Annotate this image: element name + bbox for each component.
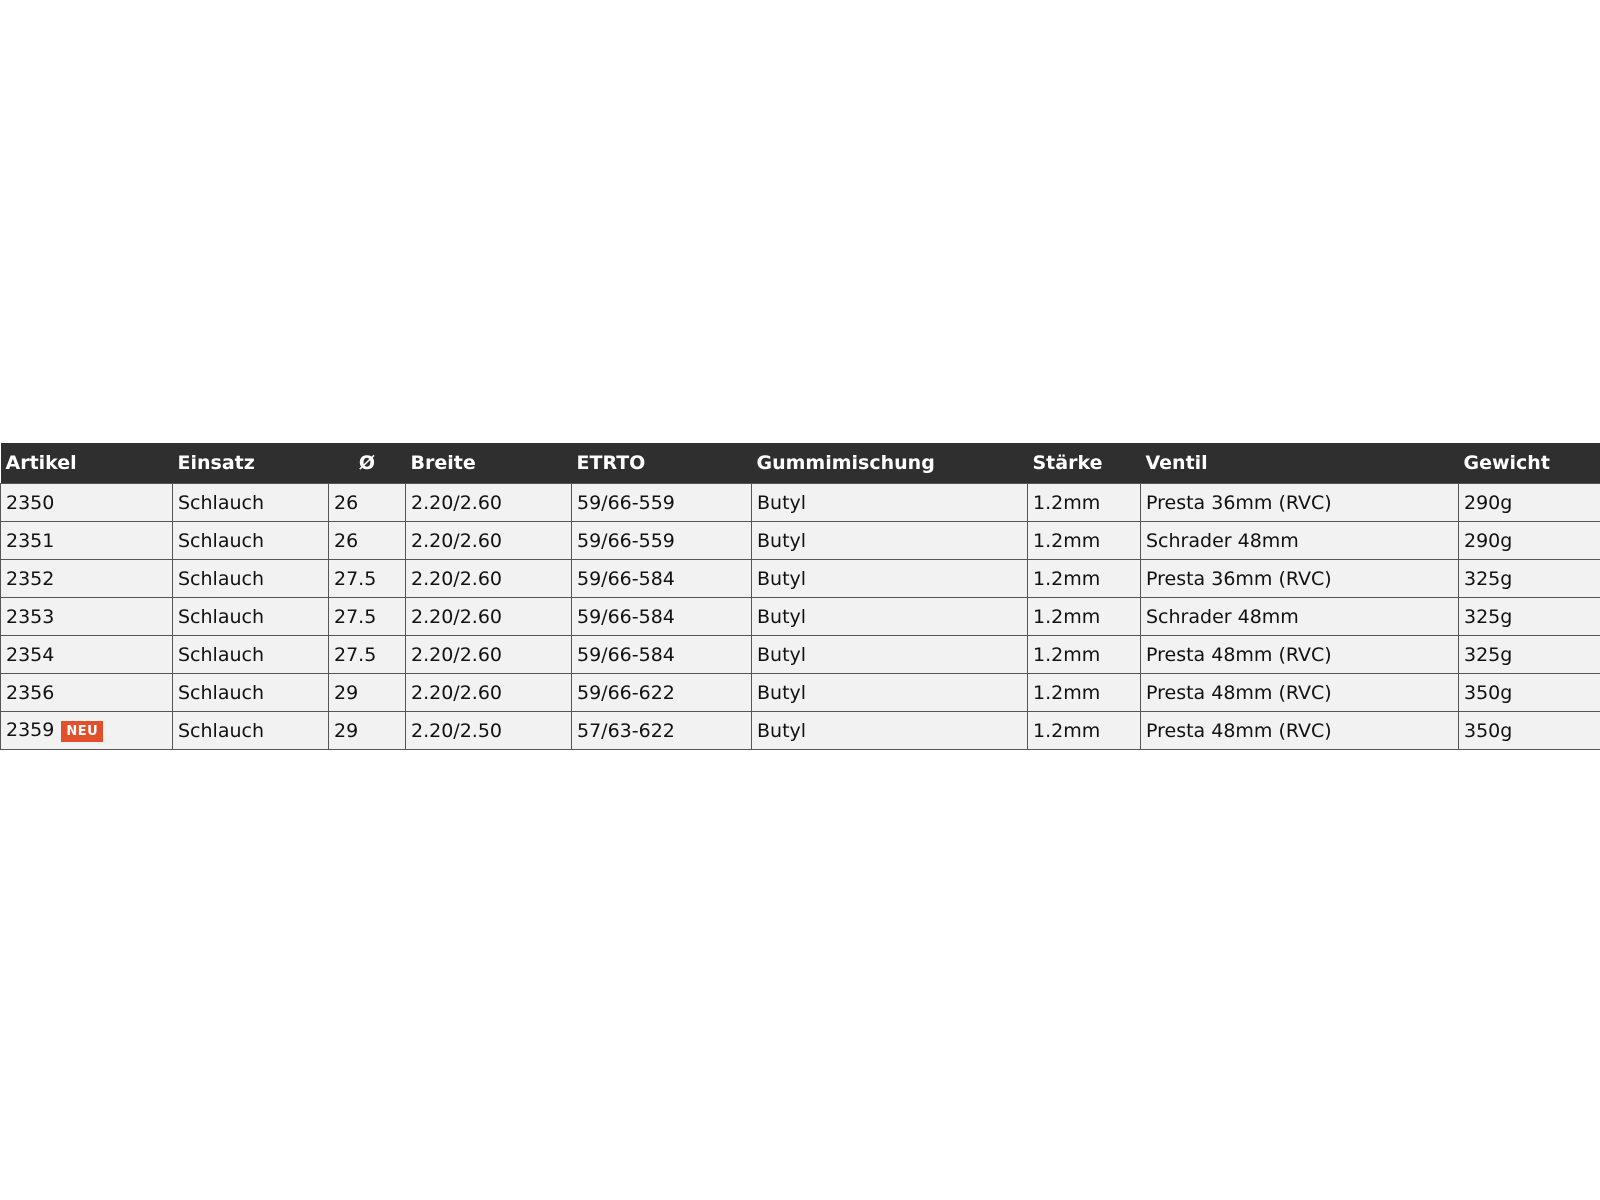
table-row: [1, 522, 1600, 560]
einsatz-value: Schlauch: [178, 719, 265, 742]
cell-breite: [406, 674, 572, 712]
header-row: [1, 443, 1600, 484]
cell-gewicht: [1459, 636, 1600, 674]
gummimischung-value: Butyl: [757, 719, 807, 742]
cell-gewicht: [1459, 712, 1600, 750]
cell-artikel: [1, 674, 173, 712]
cell-staerke: [1028, 484, 1141, 522]
ventil-value: Schrader 48mm: [1146, 605, 1299, 628]
diameter-value: 29: [334, 681, 359, 704]
cell-artikel: [1, 598, 173, 636]
ventil-value: Schrader 48mm: [1146, 529, 1299, 552]
ventil-value: Presta 48mm (RVC): [1146, 643, 1332, 666]
cell-staerke: [1028, 522, 1141, 560]
gewicht-value: 325g: [1464, 643, 1513, 666]
cell-etrto: [572, 712, 752, 750]
cell-gummimischung: [752, 712, 1028, 750]
cell-ventil: [1141, 636, 1459, 674]
etrto-value: 59/66-559: [577, 529, 675, 552]
staerke-value: 1.2mm: [1033, 719, 1101, 742]
header-etrto: ETRTO: [572, 443, 752, 484]
cell-gewicht: [1459, 484, 1600, 522]
cell-staerke: [1028, 712, 1141, 750]
gewicht-value: 290g: [1464, 491, 1513, 514]
etrto-value: 59/66-559: [577, 491, 675, 514]
table-row: [1, 674, 1600, 712]
cell-breite: [406, 636, 572, 674]
staerke-value: 1.2mm: [1033, 567, 1101, 590]
artikel-value: 2354: [6, 643, 55, 666]
cell-gewicht: [1459, 560, 1600, 598]
cell-gewicht: [1459, 522, 1600, 560]
gewicht-value: 350g: [1464, 681, 1513, 704]
header-gewicht: Gewicht: [1459, 443, 1600, 484]
cell-ventil: [1141, 712, 1459, 750]
cell-breite: [406, 560, 572, 598]
cell-ventil: [1141, 522, 1459, 560]
table-row: [1, 712, 1600, 750]
breite-value: 2.20/2.60: [411, 491, 503, 514]
header-diameter: Ø: [329, 443, 406, 484]
cell-diameter: [329, 598, 406, 636]
table-row: [1, 560, 1600, 598]
cell-gummimischung: [752, 560, 1028, 598]
staerke-value: 1.2mm: [1033, 529, 1101, 552]
cell-etrto: [572, 560, 752, 598]
breite-value: 2.20/2.60: [411, 529, 503, 552]
breite-value: 2.20/2.60: [411, 567, 503, 590]
staerke-value: 1.2mm: [1033, 491, 1101, 514]
cell-gummimischung: [752, 484, 1028, 522]
cell-ventil: [1141, 484, 1459, 522]
artikel-value: 2356: [6, 681, 55, 704]
diameter-value: 26: [334, 491, 359, 514]
cell-breite: [406, 484, 572, 522]
gummimischung-value: Butyl: [757, 643, 807, 666]
breite-value: 2.20/2.50: [411, 719, 503, 742]
einsatz-value: Schlauch: [178, 605, 265, 628]
staerke-value: 1.2mm: [1033, 681, 1101, 704]
diameter-value: 27.5: [334, 567, 377, 590]
table-row: [1, 484, 1600, 522]
cell-etrto: [572, 674, 752, 712]
cell-diameter: [329, 484, 406, 522]
table-row: [1, 598, 1600, 636]
cell-breite: [406, 598, 572, 636]
table-body: [1, 484, 1600, 750]
cell-staerke: [1028, 636, 1141, 674]
einsatz-value: Schlauch: [178, 643, 265, 666]
cell-gummimischung: [752, 522, 1028, 560]
cell-einsatz: [173, 484, 329, 522]
cell-artikel: [1, 636, 173, 674]
breite-value: 2.20/2.60: [411, 605, 503, 628]
cell-gummimischung: [752, 636, 1028, 674]
cell-diameter: [329, 522, 406, 560]
diameter-value: 27.5: [334, 643, 377, 666]
diameter-value: 29: [334, 719, 359, 742]
cell-gewicht: [1459, 598, 1600, 636]
gewicht-value: 325g: [1464, 605, 1513, 628]
header-ventil: Ventil: [1141, 443, 1459, 484]
gewicht-value: 290g: [1464, 529, 1513, 552]
einsatz-value: Schlauch: [178, 681, 265, 704]
artikel-value: 2359: [6, 719, 55, 741]
header-breite: Breite: [406, 443, 572, 484]
cell-staerke: [1028, 598, 1141, 636]
cell-einsatz: [173, 712, 329, 750]
cell-artikel: [1, 560, 173, 598]
cell-diameter: [329, 636, 406, 674]
gewicht-value: 325g: [1464, 567, 1513, 590]
cell-ventil: [1141, 560, 1459, 598]
cell-diameter: [329, 560, 406, 598]
header-staerke: Stärke: [1028, 443, 1141, 484]
cell-einsatz: [173, 522, 329, 560]
cell-etrto: [572, 522, 752, 560]
etrto-value: 59/66-584: [577, 605, 675, 628]
einsatz-value: Schlauch: [178, 567, 265, 590]
cell-etrto: [572, 484, 752, 522]
product-spec-table: [0, 443, 1600, 750]
cell-staerke: [1028, 674, 1141, 712]
cell-ventil: [1141, 598, 1459, 636]
staerke-value: 1.2mm: [1033, 643, 1101, 666]
cell-etrto: [572, 598, 752, 636]
ventil-value: Presta 36mm (RVC): [1146, 491, 1332, 514]
cell-diameter: [329, 712, 406, 750]
cell-einsatz: [173, 598, 329, 636]
table-header: [1, 443, 1600, 484]
cell-diameter: [329, 674, 406, 712]
gewicht-value: 350g: [1464, 719, 1513, 742]
artikel-value: 2352: [6, 567, 55, 590]
header-gummimischung: Gummimischung: [752, 443, 1028, 484]
einsatz-value: Schlauch: [178, 529, 265, 552]
gummimischung-value: Butyl: [757, 529, 807, 552]
header-einsatz: Einsatz: [173, 443, 329, 484]
etrto-value: 59/66-584: [577, 643, 675, 666]
ventil-value: Presta 48mm (RVC): [1146, 681, 1332, 704]
cell-einsatz: [173, 636, 329, 674]
diameter-value: 26: [334, 529, 359, 552]
diameter-value: 27.5: [334, 605, 377, 628]
cell-gummimischung: [752, 598, 1028, 636]
artikel-value: 2350: [6, 491, 55, 514]
new-badge: NEU: [61, 721, 103, 742]
einsatz-value: Schlauch: [178, 491, 265, 514]
gummimischung-value: Butyl: [757, 491, 807, 514]
artikel-value: 2353: [6, 605, 55, 628]
ventil-value: Presta 36mm (RVC): [1146, 567, 1332, 590]
cell-einsatz: [173, 560, 329, 598]
cell-gewicht: [1459, 674, 1600, 712]
artikel-value: 2351: [6, 529, 55, 552]
gummimischung-value: Butyl: [757, 605, 807, 628]
cell-ventil: [1141, 674, 1459, 712]
cell-staerke: [1028, 560, 1141, 598]
cell-gummimischung: [752, 674, 1028, 712]
etrto-value: 59/66-622: [577, 681, 675, 704]
gummimischung-value: Butyl: [757, 567, 807, 590]
gummimischung-value: Butyl: [757, 681, 807, 704]
header-artikel: Artikel: [1, 443, 173, 484]
ventil-value: Presta 48mm (RVC): [1146, 719, 1332, 742]
cell-artikel: [1, 522, 173, 560]
breite-value: 2.20/2.60: [411, 681, 503, 704]
breite-value: 2.20/2.60: [411, 643, 503, 666]
cell-etrto: [572, 636, 752, 674]
cell-breite: [406, 712, 572, 750]
staerke-value: 1.2mm: [1033, 605, 1101, 628]
cell-breite: [406, 522, 572, 560]
etrto-value: 57/63-622: [577, 719, 675, 742]
cell-einsatz: [173, 674, 329, 712]
etrto-value: 59/66-584: [577, 567, 675, 590]
cell-artikel: [1, 484, 173, 522]
cell-artikel: [1, 712, 173, 750]
table-row: [1, 636, 1600, 674]
